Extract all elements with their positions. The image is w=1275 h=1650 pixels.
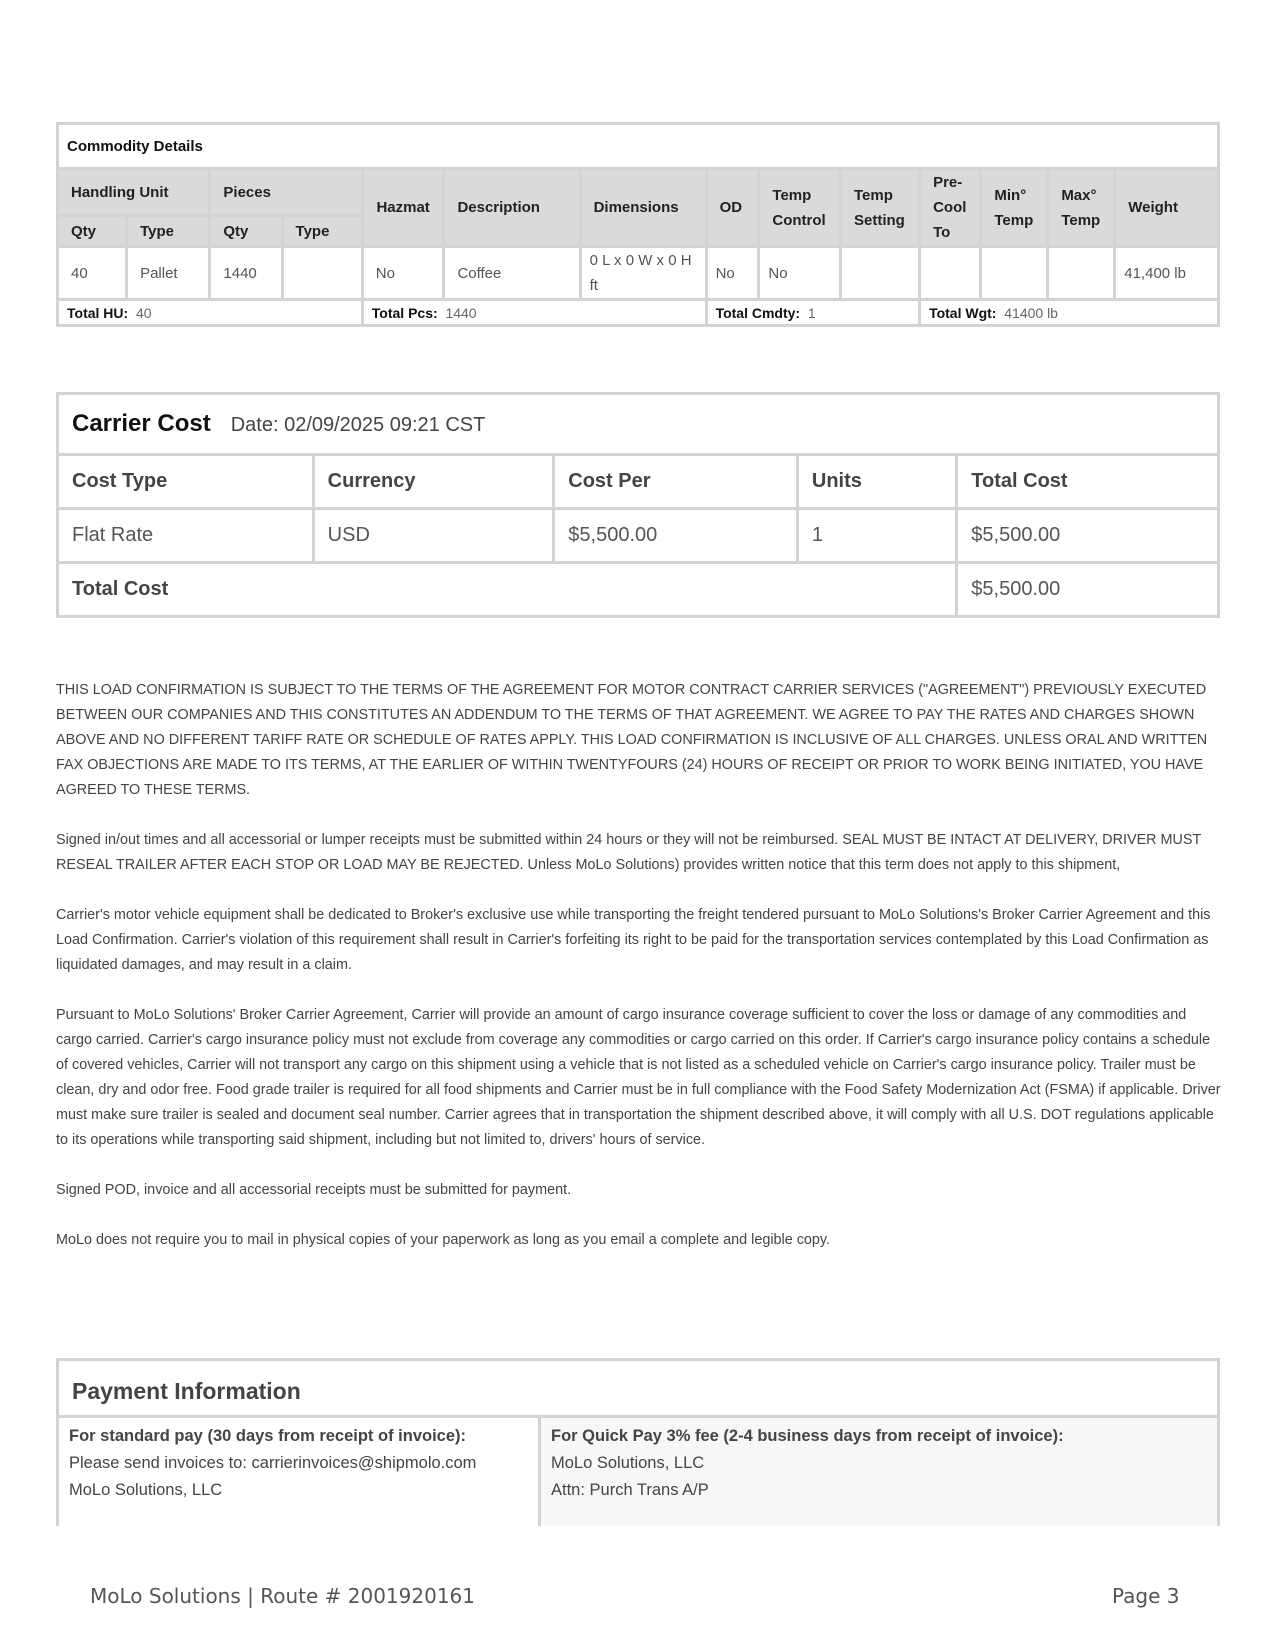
carrier-cost-header [58,394,1219,455]
quick-pay-heading: For Quick Pay 3% fee (2-4 business days from receipt of invoice): [551,1427,1064,1445]
terms-paragraph: Signed POD, invoice and all accessorial receipts must be submitted for payment. [56,1182,572,1198]
col-pcs-type: Type [282,216,362,247]
standard-pay-column [59,1418,541,1526]
carrier-cost-table [56,392,1220,618]
col-od: OD [706,169,759,247]
col-weight: Weight [1115,169,1219,247]
payment-information [56,1358,1220,1526]
col-max-temp: Max° Temp [1048,169,1115,247]
col-handling-unit: Handling Unit [58,169,210,216]
footer-route: MoLo Solutions | Route # 2001920161 [90,1584,475,1608]
terms-paragraph: Signed in/out times and all accessorial or lumper receipts must be submitted within 24 hours or they will not be reimbursed. SEAL MUST BE INTACT AT DELIVERY, DRIVER MUST RESEAL TRAILER AFTER EACH STOP OR LOAD MAY BE REJECTED. Unless MoLo Solutions) provides written notice that this term does not apply to this shipment, [56,832,1202,873]
terms-paragraph: Carrier's motor vehicle equipment shall be dedicated to Broker's exclusive use while transporting the freight tendered pursuant to MoLo Solutions's Broker Carrier Agreement and this Load Confirmation. Carrier's violation of this requirement shall result in Carrier's forfeiting its right to be paid for the transportation services contemplated by this Load Confirmation as liquidated damages, and may result in a claim. [56,907,1211,973]
terms-paragraph: MoLo does not require you to mail in physical copies of your paperwork as long as you email a complete and legible copy. [56,1232,831,1248]
temp-control-cell: No [759,247,841,300]
total-cost-label: Total Cost [58,563,957,617]
total-cost-value: $5,500.00 [957,563,1219,617]
col-temp-setting: Temp Setting [841,169,920,247]
table-row [58,247,1219,300]
cost-per-cell: $5,500.00 [554,509,798,563]
col-hazmat: Hazmat [362,169,444,247]
col-cost-type: Cost Type [58,455,314,509]
col-hu-qty: Qty [58,216,127,247]
dimensions-cell: 0 L x 0 W x 0 H ft [580,247,706,300]
col-temp-control: Temp Control [759,169,841,247]
col-pieces: Pieces [210,169,362,216]
quick-pay-line: Attn: Purch Trans A/P [551,1481,709,1499]
payment-title: Payment Information [59,1361,1217,1418]
cost-type-cell: Flat Rate [58,509,314,563]
total-pcs: Total Pcs: 1440 [362,300,706,326]
total-cost-cell: $5,500.00 [957,509,1219,563]
terms-paragraph: THIS LOAD CONFIRMATION IS SUBJECT TO THE TERMS OF THE AGREEMENT FOR MOTOR CONTRACT CARRIER SERVICES ("AGREEMENT") PREVIOUSLY EXECUTED BETWEEN OUR COMPANIES AND THIS CONSTITUTES AN ADDENDUM TO THE TERMS OF THAT AGREEMENT. WE AGREE TO PAY THE RATES AND CHARGES SHOWN ABOVE AND NO DIFFERENT TARIFF RATE OR SCHEDULE OF RATES APPLY. THIS LOAD CONFIRMATION IS INCLUSIVE OF ALL CHARGES. UNLESS ORAL AND WRITTEN FAX OBJECTIONS ARE MADE TO ITS TERMS, AT THE EARLIER OF WITHIN TWENTYFOURS (24) HOURS OF RECEIPT OR PRIOR TO WORK BEING INITIATED, YOU HAVE AGREED TO THESE TERMS. [56,682,1208,798]
quick-pay-column [541,1418,1217,1526]
col-total-cost: Total Cost [957,455,1219,509]
total-wgt: Total Wgt: 41400 lb [920,300,1219,326]
col-pre-cool-to: Pre-Cool To [920,169,981,247]
col-hu-type: Type [127,216,210,247]
hu-type-cell: Pallet [127,247,210,300]
hu-qty-cell: 40 [58,247,127,300]
carrier-cost-title: Carrier Cost [72,410,211,437]
od-cell: No [706,247,759,300]
col-units: Units [797,455,956,509]
description-cell: Coffee [444,247,580,300]
total-hu: Total HU: 40 [58,300,363,326]
totals-row [58,300,1219,326]
temp-setting-cell [841,247,920,300]
quick-pay-line: MoLo Solutions, LLC [551,1454,705,1472]
standard-pay-heading: For standard pay (30 days from receipt of invoice): [69,1427,467,1445]
pcs-qty-cell: 1440 [210,247,282,300]
max-temp-cell [1048,247,1115,300]
min-temp-cell [981,247,1048,300]
col-pcs-qty: Qty [210,216,282,247]
total-cost-row [58,563,1219,617]
col-cost-per: Cost Per [554,455,798,509]
pcs-type-cell [282,247,362,300]
weight-cell: 41,400 lb [1115,247,1219,300]
terms-section [56,678,1222,1278]
commodity-details-table [56,122,1220,327]
carrier-cost-date: Date: 02/09/2025 09:21 CST [230,414,486,436]
hazmat-cell: No [362,247,444,300]
terms-paragraph: Pursuant to MoLo Solutions' Broker Carrier Agreement, Carrier will provide an amount of cargo insurance coverage sufficient to cover the loss or damage of any commodities and cargo carried. Carrier's cargo insurance policy must not exclude from coverage any commodities or cargo carried on this order. If Carrier's cargo insurance policy contains a schedule of covered vehicles, Carrier will not transport any cargo on this shipment using a vehicle that is not listed as a scheduled vehicle on Carrier's cargo insurance policy. Trailer must be clean, dry and odor free. Food grade trailer is required for all food shipments and Carrier must be in full compliance with the Food Safety Modernization Act (FSMA) if applicable. Driver must make sure trailer is sealed and document seal number. Carrier agrees that in transportation the shipment described above, it will comply with all U.S. DOT regulations applicable to its operations while transporting said shipment, including but not limited to, drivers' hours of service. [56,1007,1221,1148]
col-min-temp: Min° Temp [981,169,1048,247]
standard-pay-line: MoLo Solutions, LLC [69,1481,223,1499]
commodity-title: Commodity Details [58,124,1219,169]
table-row [58,509,1219,563]
units-cell: 1 [797,509,956,563]
footer-page-number: Page 3 [1112,1584,1180,1608]
pre-cool-cell [920,247,981,300]
standard-pay-line: Please send invoices to: carrierinvoices@shipmolo.com [69,1454,477,1472]
currency-cell: USD [313,509,554,563]
total-cmdty: Total Cmdty: 1 [706,300,920,326]
col-description: Description [444,169,580,247]
col-currency: Currency [313,455,554,509]
col-dimensions: Dimensions [580,169,706,247]
